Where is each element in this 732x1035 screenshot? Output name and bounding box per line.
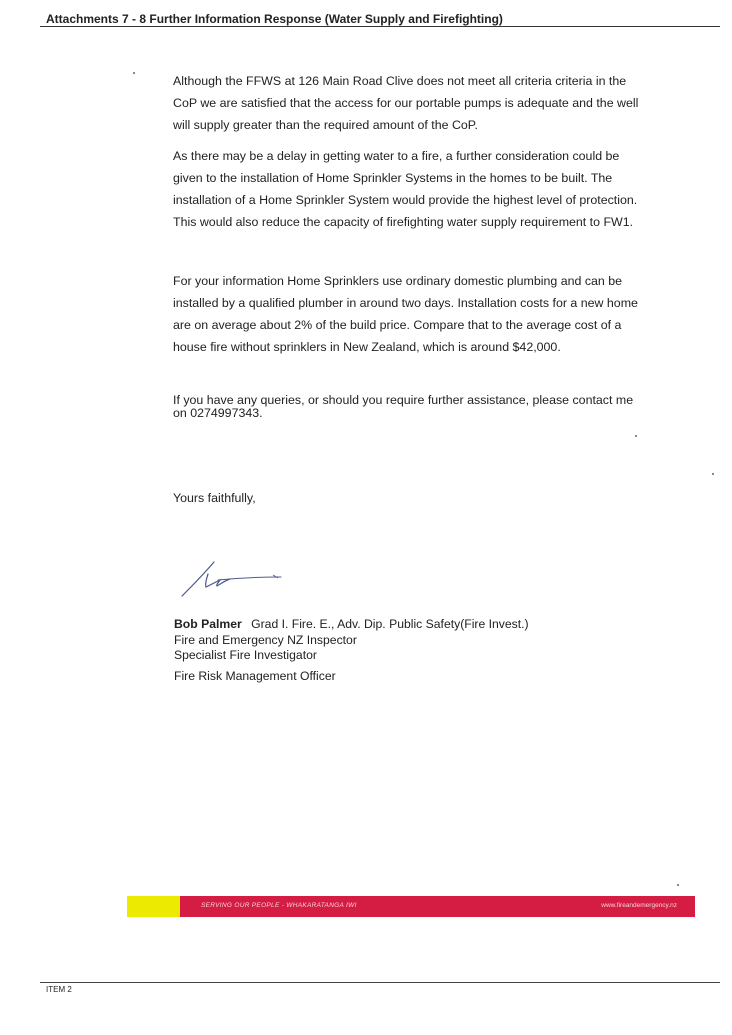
letter-paragraph-contact — [173, 394, 645, 420]
signatory-title-3: Fire Risk Management Officer — [174, 668, 336, 683]
footer-rule — [40, 982, 720, 983]
banner-tagline: SERVING OUR PEOPLE - WHAKARATANGA IWI — [201, 902, 357, 909]
document-header-title: Attachments 7 - 8 Further Information Response (Water Supply and Firefighting) — [46, 12, 503, 26]
banner-accent-block — [127, 896, 180, 917]
signatory-name-line — [174, 617, 624, 633]
signatory-qualifications: Grad I. Fire. E., Adv. Dip. Public Safety(Fire Invest.) — [251, 617, 529, 631]
paragraph-text: Although the FFWS at 126 Main Road Clive does not meet all criteria criteria in the CoP we are satisfied that the access for our portable pumps is adequate and the well will supply greater than the required amount of the CoP. — [173, 74, 639, 132]
paragraph-text: If you have any queries, or should you require further assistance, please contact me on 0274997343. — [173, 393, 634, 420]
header-rule — [40, 26, 720, 27]
banner-website-url: www.fireandemergency.nz — [601, 902, 677, 909]
letter-paragraph-2 — [173, 145, 645, 233]
paragraph-text: For your information Home Sprinklers use ordinary domestic plumbing and can be installed by a qualified plumber in around two days. Installation costs for a new home are on average about 2% of the build price. Compare that to the average cost of a house fire without sprinklers in New Zealand, which is around $42,000. — [173, 274, 638, 354]
scan-speck — [133, 72, 135, 74]
signatory-title-1: Fire and Emergency NZ Inspector — [174, 632, 357, 647]
signatory-name: Bob Palmer — [174, 617, 242, 631]
paragraph-text: As there may be a delay in getting water to a fire, a further consideration could be given to the installation of Home Sprinkler Systems in the homes to be built. The installation of a Home Sprinkler System would provide the highest level of protection. This would also reduce the capacity of firefighting water supply requirement to FW1. — [173, 149, 638, 229]
scan-speck — [677, 884, 679, 886]
letter-paragraph-3 — [173, 270, 645, 358]
footer-item-label: ITEM 2 — [46, 985, 72, 994]
letter-paragraph-1 — [173, 70, 645, 136]
scan-speck — [712, 473, 714, 475]
scan-speck — [635, 435, 637, 437]
signatory-title-2: Specialist Fire Investigator — [174, 648, 317, 662]
footer-brand-banner — [127, 896, 695, 917]
closing-salutation: Yours faithfully, — [173, 491, 256, 505]
handwritten-signature — [178, 556, 288, 600]
signature-block — [174, 617, 624, 684]
